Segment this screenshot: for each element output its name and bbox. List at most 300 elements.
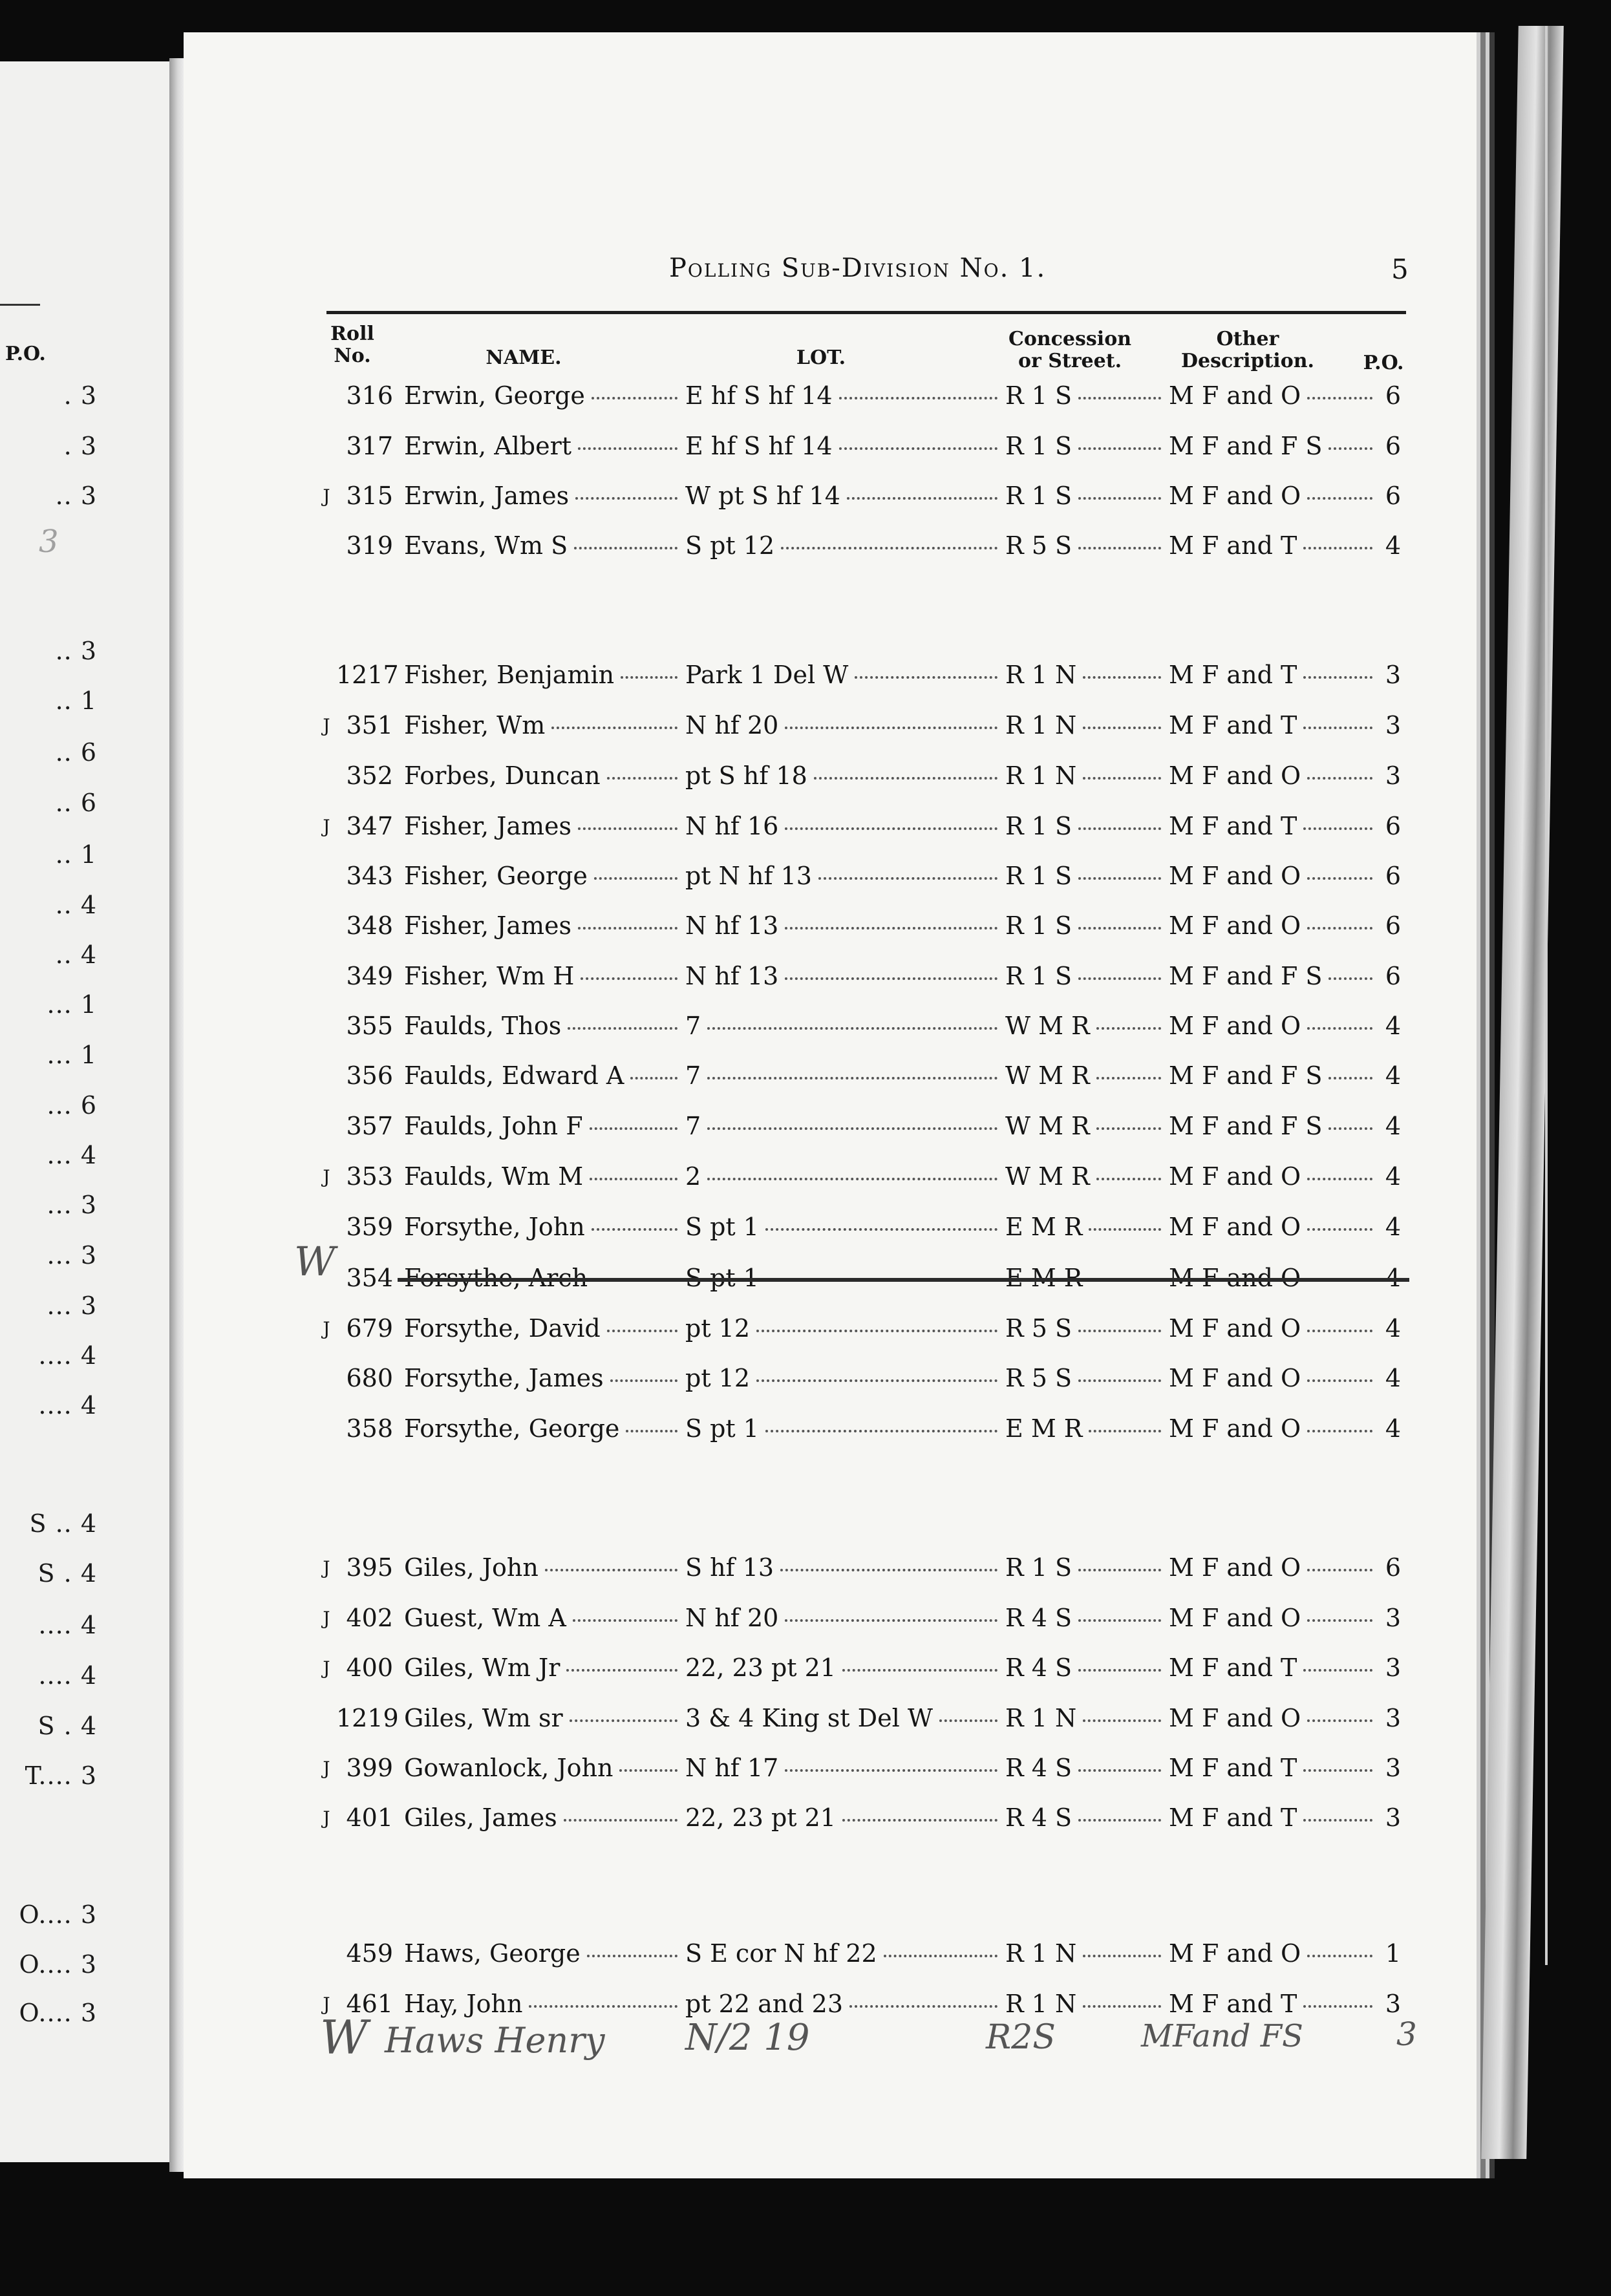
other-description: M F and O <box>1169 1012 1301 1040</box>
col-name: NAME. <box>485 346 562 369</box>
leader-dots <box>1307 1027 1372 1030</box>
post-office: 6 <box>1385 911 1402 940</box>
leader-dots <box>1307 927 1372 930</box>
leader-dots <box>1328 1127 1372 1130</box>
juror-mark: J <box>323 1993 330 2015</box>
lot-description: W pt S hf 14 <box>685 482 840 510</box>
leader-dots <box>573 1619 677 1622</box>
handwritten-po: 3 <box>1396 2015 1417 2053</box>
leader-dots <box>1078 397 1161 399</box>
leader-dots <box>785 727 998 729</box>
post-office: 3 <box>1385 661 1402 689</box>
leader-dots <box>1307 1955 1372 1957</box>
voter-row <box>0 482 1611 516</box>
left-page-entry: O.... 3 <box>19 1950 97 1979</box>
concession: R 5 S <box>1005 531 1072 560</box>
leader-dots <box>619 1769 677 1772</box>
leader-dots <box>590 1178 677 1180</box>
lot-description: 7 <box>685 1012 701 1040</box>
leader-dots <box>1096 1077 1161 1079</box>
leader-dots <box>765 1228 998 1231</box>
voter-name: Fisher, George <box>404 862 588 890</box>
left-page-entry: .. 4 <box>55 941 97 969</box>
roll-number: 343 <box>346 862 393 890</box>
leader-dots <box>626 1430 677 1432</box>
left-page-entry: .. 6 <box>55 789 97 817</box>
leader-dots <box>939 1719 998 1722</box>
roll-number: 1217 <box>336 661 399 689</box>
leader-dots <box>578 827 677 830</box>
lot-description: E hf S hf 14 <box>685 432 833 460</box>
concession: R 4 S <box>1005 1754 1072 1782</box>
left-page-rule <box>0 304 40 306</box>
post-office: 4 <box>1385 1414 1402 1443</box>
roll-number: 402 <box>346 1604 393 1632</box>
roll-number: 401 <box>346 1803 393 1832</box>
concession: R 1 S <box>1005 862 1072 890</box>
leader-dots <box>1096 1127 1161 1130</box>
leader-dots <box>814 777 998 780</box>
juror-mark: J <box>323 1758 330 1779</box>
post-office: 4 <box>1385 531 1402 560</box>
leader-dots <box>1307 1430 1372 1432</box>
roll-number: 349 <box>346 962 393 990</box>
voter-row <box>0 1012 1611 1047</box>
leader-dots <box>1303 1669 1372 1672</box>
lot-description: N hf 17 <box>685 1754 779 1782</box>
roll-number: 317 <box>346 432 393 460</box>
voter-name: Erwin, Albert <box>404 432 572 460</box>
voter-name: Fisher, James <box>404 812 572 840</box>
left-page-entry: ... 3 <box>47 1241 97 1270</box>
voter-name: Fisher, James <box>404 911 572 940</box>
concession: R 1 S <box>1005 381 1072 410</box>
post-office: 3 <box>1385 1604 1402 1632</box>
lot-description: N hf 13 <box>685 911 779 940</box>
roll-number: 679 <box>346 1314 393 1343</box>
lot-description: pt N hf 13 <box>685 862 812 890</box>
leader-dots <box>1303 547 1372 549</box>
roll-number: 680 <box>346 1364 393 1392</box>
concession: W M R <box>1005 1061 1090 1090</box>
lot-description: Park 1 Del W <box>685 661 849 689</box>
other-description: M F and O <box>1169 1604 1301 1632</box>
roll-number: 347 <box>346 812 393 840</box>
post-office: 6 <box>1385 482 1402 510</box>
handwritten-concession: R2S <box>986 2018 1056 2057</box>
left-page-entry: ... 6 <box>47 1091 97 1120</box>
handwritten-w-mark: W <box>294 1238 336 1285</box>
juror-mark: J <box>323 485 330 507</box>
leader-dots <box>1307 777 1372 780</box>
voter-row <box>0 1162 1611 1197</box>
left-page-entry: . 3 <box>63 381 97 410</box>
leader-dots <box>1089 1228 1161 1231</box>
leader-dots <box>707 1027 998 1030</box>
running-title: Polling Sub-Division No. 1. <box>669 253 1047 283</box>
post-office: 3 <box>1385 1754 1402 1782</box>
other-description: M F and F S <box>1169 1112 1323 1140</box>
roll-number: 459 <box>346 1939 393 1968</box>
leader-dots <box>551 727 677 729</box>
lot-description: N hf 13 <box>685 962 779 990</box>
page-number: 5 <box>1391 253 1409 285</box>
roll-number: 357 <box>346 1112 393 1140</box>
leader-dots <box>756 1379 998 1382</box>
voter-name: Erwin, James <box>404 482 570 510</box>
left-page-entry: .. 6 <box>55 738 97 767</box>
leader-dots <box>1303 2005 1372 2008</box>
post-office: 6 <box>1385 432 1402 460</box>
voter-row <box>0 862 1611 897</box>
leader-dots <box>607 777 677 780</box>
leader-dots <box>1328 1077 1372 1079</box>
leader-dots <box>842 1819 998 1822</box>
voter-row <box>0 761 1611 796</box>
leader-dots <box>1078 1569 1161 1571</box>
juror-mark: J <box>323 1807 330 1829</box>
leader-dots <box>1328 977 1372 980</box>
concession: R 4 S <box>1005 1604 1072 1632</box>
leader-dots <box>1078 877 1161 880</box>
leader-dots <box>1307 1228 1372 1231</box>
leader-dots <box>765 1430 998 1432</box>
concession: W M R <box>1005 1112 1090 1140</box>
post-office: 4 <box>1385 1162 1402 1191</box>
concession: R 5 S <box>1005 1314 1072 1343</box>
juror-mark: J <box>323 1166 330 1187</box>
leader-dots <box>581 977 677 980</box>
post-office: 4 <box>1385 1213 1402 1241</box>
voter-row <box>0 1939 1611 1974</box>
leader-dots <box>785 827 998 830</box>
concession: R 1 N <box>1005 1990 1077 2018</box>
left-page-entry: .... 4 <box>38 1391 97 1419</box>
other-description: M F and O <box>1169 381 1301 410</box>
leader-dots <box>707 1178 998 1180</box>
leader-dots <box>756 1330 998 1332</box>
voter-row <box>0 1414 1611 1449</box>
leader-dots <box>781 547 998 549</box>
col-other-description: Other Description. <box>1181 328 1314 372</box>
leader-dots <box>621 676 677 679</box>
roll-number: 351 <box>346 711 393 739</box>
voter-name: Forsythe, David <box>404 1314 601 1343</box>
left-page-entry: .... 4 <box>38 1661 97 1690</box>
voter-row <box>0 1364 1611 1399</box>
lot-description: S pt 1 <box>685 1414 759 1443</box>
voter-name: Fisher, Wm H <box>404 962 575 990</box>
post-office: 3 <box>1385 711 1402 739</box>
voter-row <box>0 1213 1611 1248</box>
leader-dots <box>1078 977 1161 980</box>
leader-dots <box>1078 927 1161 930</box>
leader-dots <box>1096 1178 1161 1180</box>
col-concession: Concession or Street. <box>1008 328 1132 372</box>
post-office: 6 <box>1385 962 1402 990</box>
leader-dots <box>1078 497 1161 500</box>
roll-number: 353 <box>346 1162 393 1191</box>
left-page-entry: .. 1 <box>55 686 97 715</box>
leader-dots <box>1083 676 1161 679</box>
concession: R 1 N <box>1005 661 1077 689</box>
roll-number: 348 <box>346 911 393 940</box>
leader-dots <box>1078 1619 1161 1622</box>
voter-name: Forsythe, James <box>404 1364 604 1392</box>
leader-dots <box>1303 1819 1372 1822</box>
concession: R 1 S <box>1005 432 1072 460</box>
roll-number: 319 <box>346 531 393 560</box>
leader-dots <box>1089 1430 1161 1432</box>
other-description: M F and O <box>1169 1314 1301 1343</box>
voter-row <box>0 381 1611 416</box>
leader-dots <box>1083 777 1161 780</box>
leader-dots <box>578 447 677 450</box>
concession: R 1 N <box>1005 1939 1077 1968</box>
other-description: M F and T <box>1169 661 1297 689</box>
post-office: 3 <box>1385 1653 1402 1682</box>
post-office: 1 <box>1385 1939 1402 1968</box>
other-description: M F and T <box>1169 1653 1297 1682</box>
left-page-entry: ... 3 <box>47 1292 97 1320</box>
lot-description: pt 12 <box>685 1364 751 1392</box>
voter-name: Erwin, George <box>404 381 585 410</box>
leader-dots <box>1307 1719 1372 1722</box>
leader-dots <box>1303 676 1372 679</box>
leader-dots <box>578 927 677 930</box>
other-description: M F and O <box>1169 1553 1301 1582</box>
voter-row <box>0 711 1611 746</box>
other-description: M F and F S <box>1169 432 1323 460</box>
lot-description: pt S hf 18 <box>685 761 807 790</box>
voter-row <box>0 1803 1611 1838</box>
other-description: M F and T <box>1169 1803 1297 1832</box>
lot-description: E hf S hf 14 <box>685 381 833 410</box>
leader-dots <box>1303 727 1372 729</box>
voter-row <box>0 1112 1611 1147</box>
leader-dots <box>1307 497 1372 500</box>
concession: W M R <box>1005 1162 1090 1191</box>
other-description: M F and O <box>1169 761 1301 790</box>
roll-number: 399 <box>346 1754 393 1782</box>
roll-number: 352 <box>346 761 393 790</box>
leader-dots <box>1078 1769 1161 1772</box>
roll-number: 359 <box>346 1213 393 1241</box>
concession: R 1 S <box>1005 911 1072 940</box>
leader-dots <box>545 1569 677 1571</box>
leader-dots <box>780 1569 998 1571</box>
voter-name: Hay, John <box>404 1990 523 2018</box>
left-page-entry: . 3 <box>63 432 97 460</box>
leader-dots <box>1078 1819 1161 1822</box>
voter-name: Giles, Wm sr <box>404 1704 563 1732</box>
juror-mark: J <box>323 1557 330 1578</box>
lot-description: 2 <box>685 1162 701 1191</box>
other-description: M F and T <box>1169 531 1297 560</box>
leader-dots <box>1307 397 1372 399</box>
juror-mark: J <box>323 715 330 736</box>
voter-name: Guest, Wm A <box>404 1604 566 1632</box>
voter-row <box>0 812 1611 847</box>
voter-row <box>0 661 1611 696</box>
other-description: M F and O <box>1169 1162 1301 1191</box>
leader-dots <box>1307 877 1372 880</box>
left-page-po-heading: P.O. <box>5 343 46 365</box>
lot-description: N hf 20 <box>685 711 779 739</box>
leader-dots <box>610 1379 677 1382</box>
handwritten-name: Haws Henry <box>385 2020 605 2061</box>
left-page-entry: .. 4 <box>55 891 97 919</box>
post-office: 6 <box>1385 1553 1402 1582</box>
leader-dots <box>842 1669 998 1672</box>
other-description: M F and F S <box>1169 962 1323 990</box>
leader-dots <box>1307 1178 1372 1180</box>
voter-name: Giles, James <box>404 1803 557 1832</box>
leader-dots <box>570 1719 677 1722</box>
lot-description: 22, 23 pt 21 <box>685 1653 836 1682</box>
voter-name: Giles, John <box>404 1553 539 1582</box>
voter-name: Faulds, Thos <box>404 1012 562 1040</box>
voter-name: Haws, George <box>404 1939 581 1968</box>
leader-dots <box>839 447 998 450</box>
other-description: M F and T <box>1169 711 1297 739</box>
post-office: 6 <box>1385 381 1402 410</box>
lot-description: S pt 12 <box>685 531 775 560</box>
roll-number: 354 <box>346 1264 393 1292</box>
voter-name: Forsythe, George <box>404 1414 620 1443</box>
leader-dots <box>607 1330 677 1332</box>
leader-dots <box>785 977 998 980</box>
lot-description: 7 <box>685 1061 701 1090</box>
leader-dots <box>1307 1619 1372 1622</box>
header-rule <box>326 311 1406 314</box>
left-page-handwritten-3: 3 <box>39 524 59 560</box>
voter-row <box>0 1653 1611 1688</box>
roll-number: 358 <box>346 1414 393 1443</box>
left-page-entry: ... 1 <box>47 990 97 1019</box>
concession: R 4 S <box>1005 1803 1072 1832</box>
lot-description: 3 & 4 King st Del W <box>685 1704 933 1732</box>
leader-dots <box>1078 447 1161 450</box>
leader-dots <box>587 1955 677 1957</box>
roll-number: 400 <box>346 1653 393 1682</box>
post-office: 6 <box>1385 812 1402 840</box>
post-office: 4 <box>1385 1364 1402 1392</box>
juror-mark: J <box>323 1608 330 1629</box>
lot-description: 7 <box>685 1112 701 1140</box>
leader-dots <box>849 2005 998 2008</box>
concession: R 1 N <box>1005 761 1077 790</box>
voter-row <box>0 432 1611 467</box>
voter-row <box>0 1314 1611 1349</box>
post-office: 4 <box>1385 1314 1402 1343</box>
post-office: 4 <box>1385 1061 1402 1090</box>
other-description: M F and O <box>1169 1939 1301 1968</box>
leader-dots <box>566 1669 677 1672</box>
concession: R 1 S <box>1005 482 1072 510</box>
voter-name: Forbes, Duncan <box>404 761 601 790</box>
leader-dots <box>785 1619 998 1622</box>
leader-dots <box>592 1228 677 1231</box>
voter-row <box>0 531 1611 566</box>
voter-name: Fisher, Wm <box>404 711 546 739</box>
concession: R 1 N <box>1005 1704 1077 1732</box>
leader-dots <box>1078 1669 1161 1672</box>
leader-dots <box>1307 1569 1372 1571</box>
voter-name: Faulds, Wm M <box>404 1162 584 1191</box>
leader-dots <box>1303 827 1372 830</box>
leader-dots <box>847 497 998 500</box>
voter-row <box>0 1553 1611 1588</box>
roll-number: 355 <box>346 1012 393 1040</box>
juror-mark: J <box>323 816 330 837</box>
concession: R 1 S <box>1005 962 1072 990</box>
col-roll-no: Roll No. <box>330 323 374 367</box>
handwritten-w-mark-bottom: W <box>320 2010 368 2065</box>
leader-dots <box>592 397 677 399</box>
col-lot: LOT. <box>796 346 846 369</box>
concession: E M R <box>1005 1414 1083 1443</box>
leader-dots <box>575 497 677 500</box>
post-office: 4 <box>1385 1112 1402 1140</box>
left-page-entry: S . 4 <box>37 1559 97 1588</box>
left-page-entry: O.... 3 <box>19 1999 97 2027</box>
lot-description: pt 12 <box>685 1314 751 1343</box>
voter-row <box>0 1704 1611 1739</box>
strikethrough-line <box>398 1278 1409 1282</box>
leader-dots <box>839 397 998 399</box>
left-page-entry: ... 1 <box>47 1041 97 1069</box>
leader-dots <box>1096 1027 1161 1030</box>
concession: R 1 S <box>1005 812 1072 840</box>
roll-number: 316 <box>346 381 393 410</box>
other-description: M F and O <box>1169 1414 1301 1443</box>
roll-number: 395 <box>346 1553 393 1582</box>
post-office: 3 <box>1385 1990 1402 2018</box>
voter-name: Fisher, Benjamin <box>404 661 615 689</box>
voter-name: Giles, Wm Jr <box>404 1653 560 1682</box>
leader-dots <box>568 1027 677 1030</box>
leader-dots <box>785 1769 998 1772</box>
voter-row <box>0 1604 1611 1639</box>
col-po: P.O. <box>1363 352 1404 374</box>
left-page-entry: S .. 4 <box>29 1509 97 1538</box>
post-office: 3 <box>1385 761 1402 790</box>
other-description: M F and O <box>1169 911 1301 940</box>
leader-dots <box>785 927 998 930</box>
leader-dots <box>1307 1330 1372 1332</box>
other-description: M F and O <box>1169 1704 1301 1732</box>
leader-dots <box>855 676 998 679</box>
voter-row <box>0 1061 1611 1096</box>
post-office: 3 <box>1385 1704 1402 1732</box>
leader-dots <box>529 2005 677 2008</box>
voter-name: Gowanlock, John <box>404 1754 613 1782</box>
other-description: M F and T <box>1169 1990 1297 2018</box>
other-description: M F and O <box>1169 1213 1301 1241</box>
other-description: M F and O <box>1169 482 1301 510</box>
left-page-entry: .. 3 <box>55 482 97 510</box>
concession: R 5 S <box>1005 1364 1072 1392</box>
concession: E M R <box>1005 1213 1083 1241</box>
other-description: M F and F S <box>1169 1061 1323 1090</box>
other-description: M F and O <box>1169 1364 1301 1392</box>
lot-description: S hf 13 <box>685 1553 774 1582</box>
post-office: 3 <box>1385 1803 1402 1832</box>
roll-number: 461 <box>346 1990 393 2018</box>
other-description: M F and T <box>1169 1754 1297 1782</box>
juror-mark: J <box>323 1657 330 1679</box>
